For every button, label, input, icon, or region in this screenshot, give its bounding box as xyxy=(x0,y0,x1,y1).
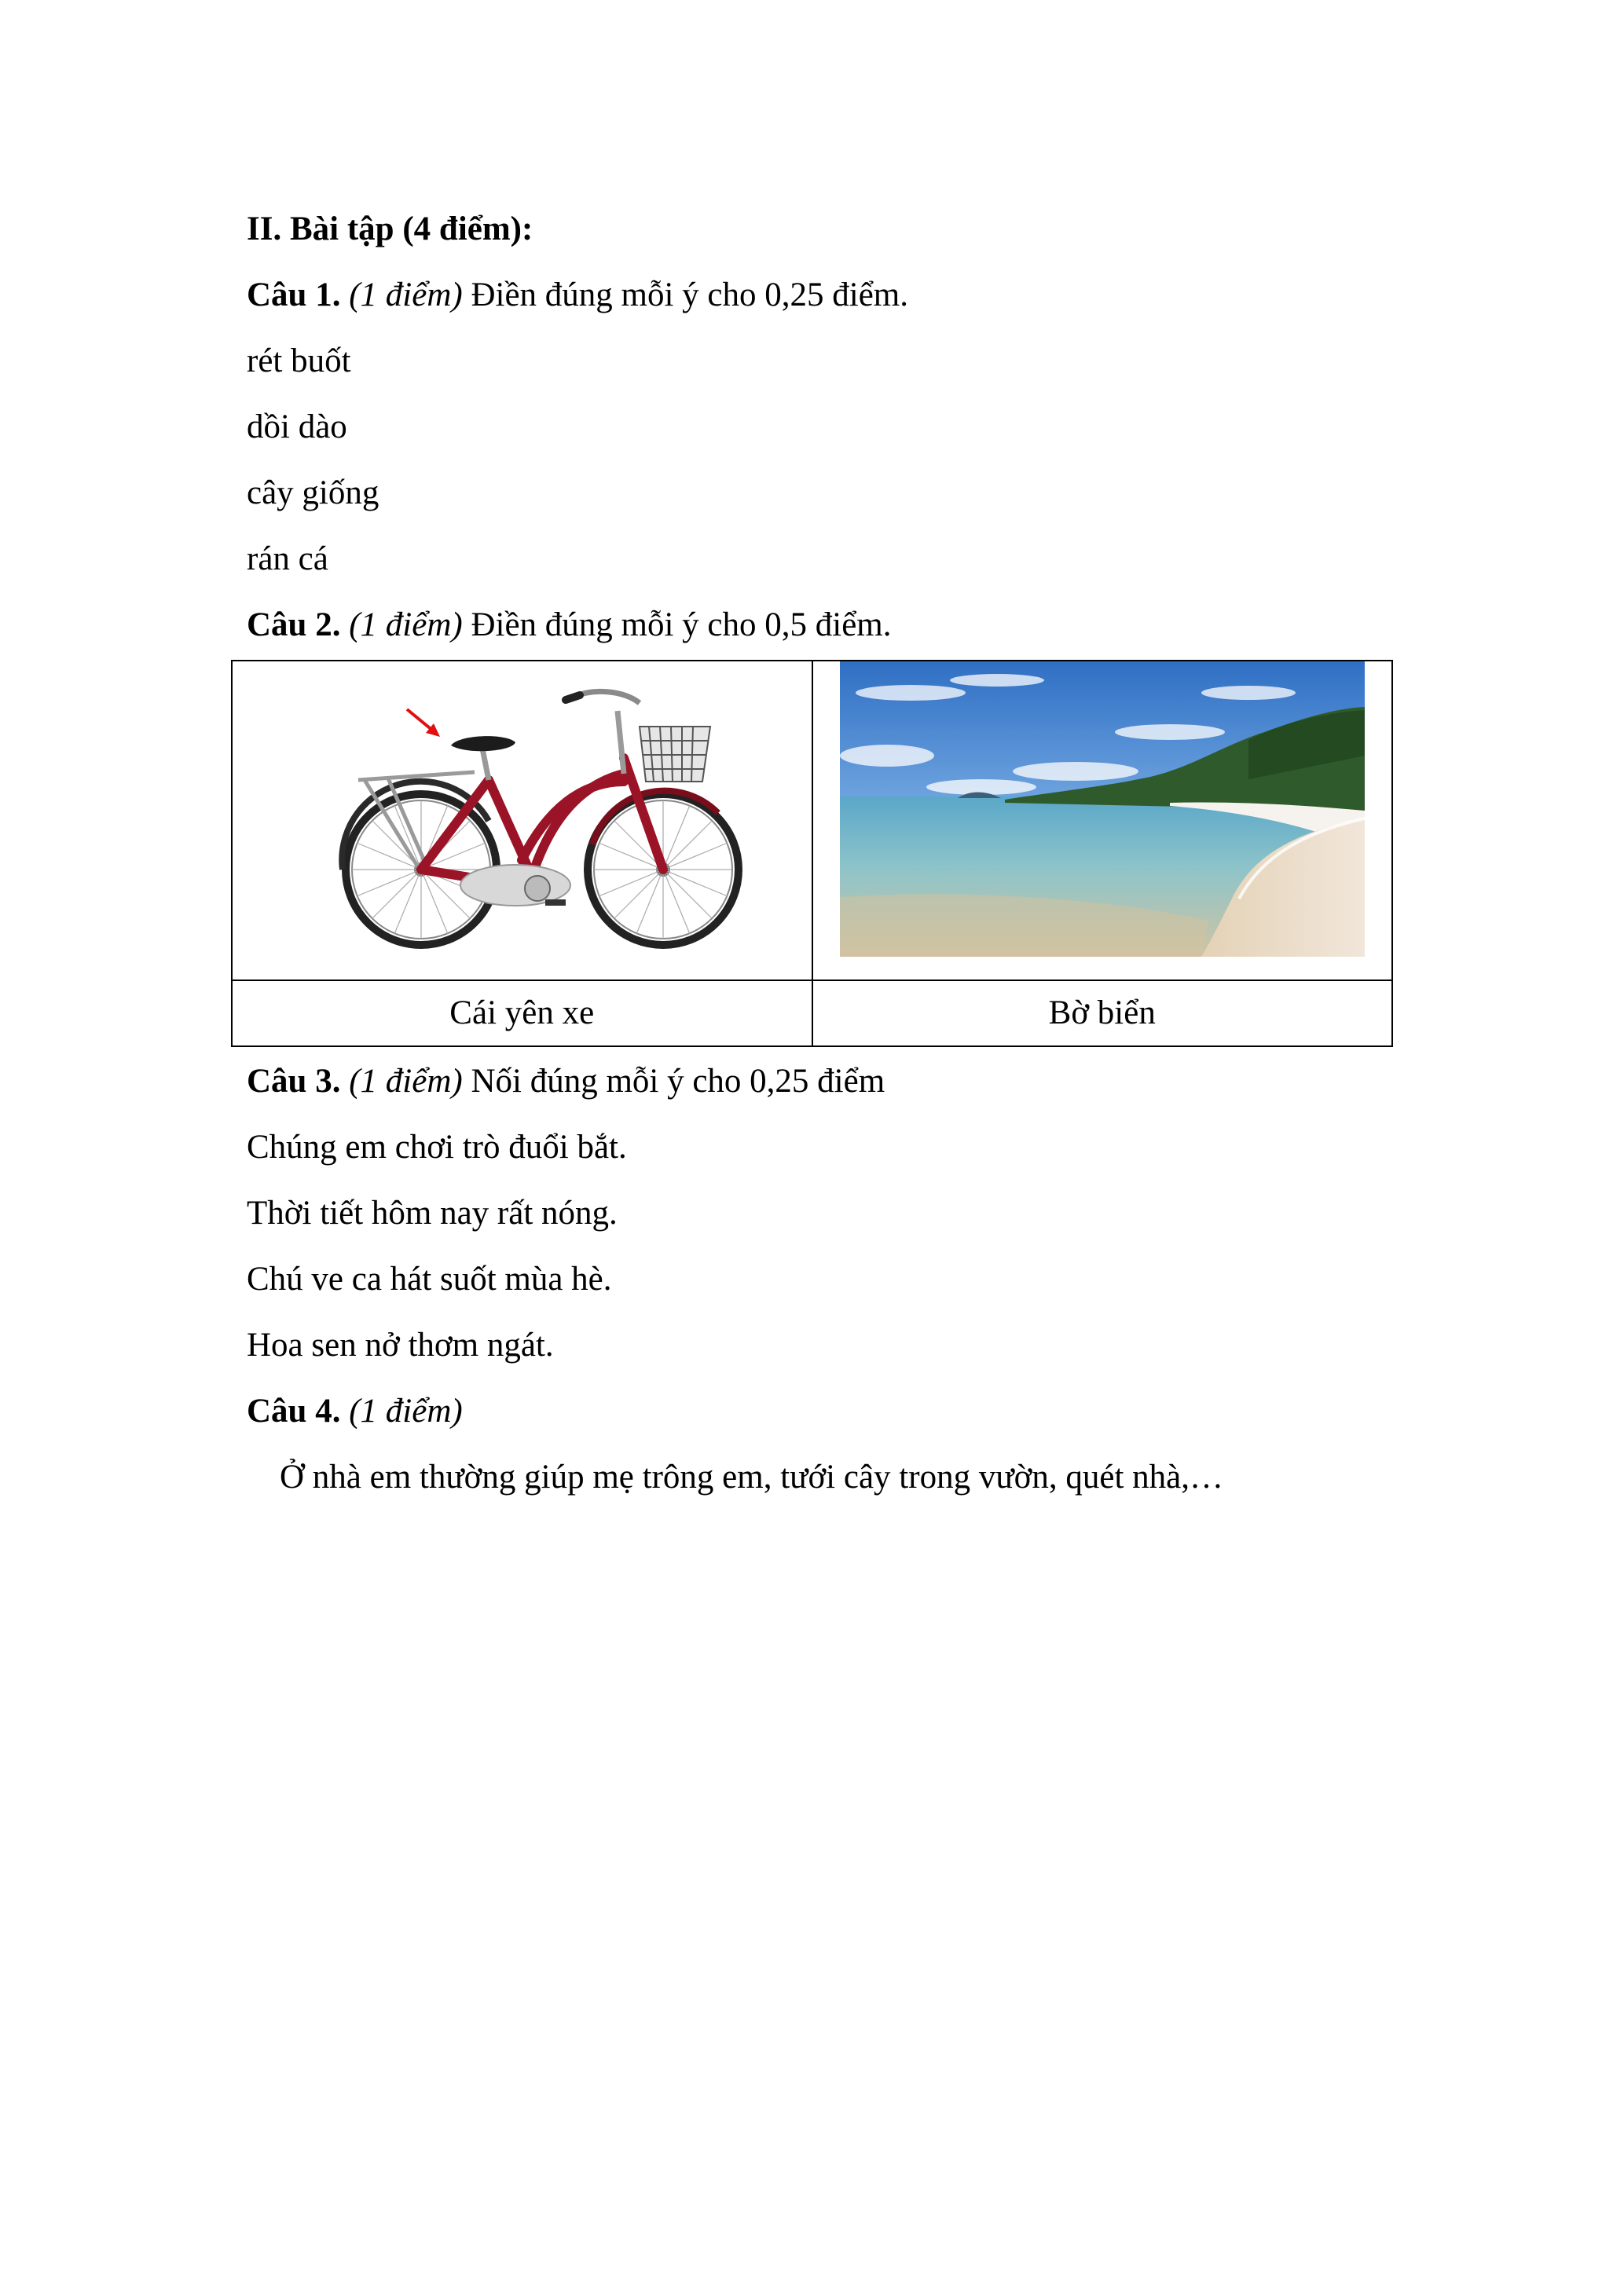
q3-sentence: Chúng em chơi trò đuổi bắt. xyxy=(247,1129,627,1166)
q1-answer: rán cá xyxy=(247,540,328,577)
q4-header xyxy=(247,1379,1402,1445)
q3-points: (1 điểm) xyxy=(349,1063,463,1100)
q3-sentence: Hoa sen nở thơm ngát. xyxy=(247,1327,554,1364)
q1-points: (1 điểm) xyxy=(349,276,463,313)
q2-header xyxy=(247,592,1402,658)
q1-instruction: Điền đúng mỗi ý cho 0,25 điểm. xyxy=(471,276,908,313)
q1-header xyxy=(247,262,1402,328)
q3-header xyxy=(247,1049,1402,1115)
q2-points: (1 điểm) xyxy=(349,606,463,643)
q3-label: Câu 3. xyxy=(247,1063,341,1100)
section-title: II. Bài tập (4 điểm): xyxy=(247,211,533,247)
q4-answer: Ở nhà em thường giúp mẹ trông em, tưới cây trong vườn, quét nhà,… xyxy=(280,1459,1223,1496)
q1-answer: rét buốt xyxy=(247,342,351,379)
caption-bicycle-seat: Cái yên xe xyxy=(232,980,812,1046)
beach-image xyxy=(840,661,1365,980)
answer-sheet xyxy=(247,196,1402,1511)
beach-cell xyxy=(812,661,1393,980)
q3-instruction: Nối đúng mỗi ý cho 0,25 điểm xyxy=(471,1063,885,1100)
q2-instruction: Điền đúng mỗi ý cho 0,5 điểm. xyxy=(471,606,892,643)
arrow-icon xyxy=(407,709,440,737)
q4-points: (1 điểm) xyxy=(349,1393,463,1430)
bicycle-cell xyxy=(232,661,812,980)
picture-table xyxy=(231,660,1393,1047)
basket xyxy=(640,727,710,782)
q1-label: Câu 1. xyxy=(247,276,341,313)
saddle xyxy=(451,736,515,751)
q2-label: Câu 2. xyxy=(247,606,341,643)
q3-sentence: Thời tiết hôm nay rất nóng. xyxy=(247,1195,618,1232)
caption-seashore: Bờ biển xyxy=(812,980,1393,1046)
q1-answer: dồi dào xyxy=(247,408,347,445)
q1-answer: cây giống xyxy=(247,474,379,511)
q4-label: Câu 4. xyxy=(247,1393,341,1430)
bicycle-image xyxy=(294,664,750,977)
q3-sentence: Chú ve ca hát suốt mùa hè. xyxy=(247,1261,612,1298)
